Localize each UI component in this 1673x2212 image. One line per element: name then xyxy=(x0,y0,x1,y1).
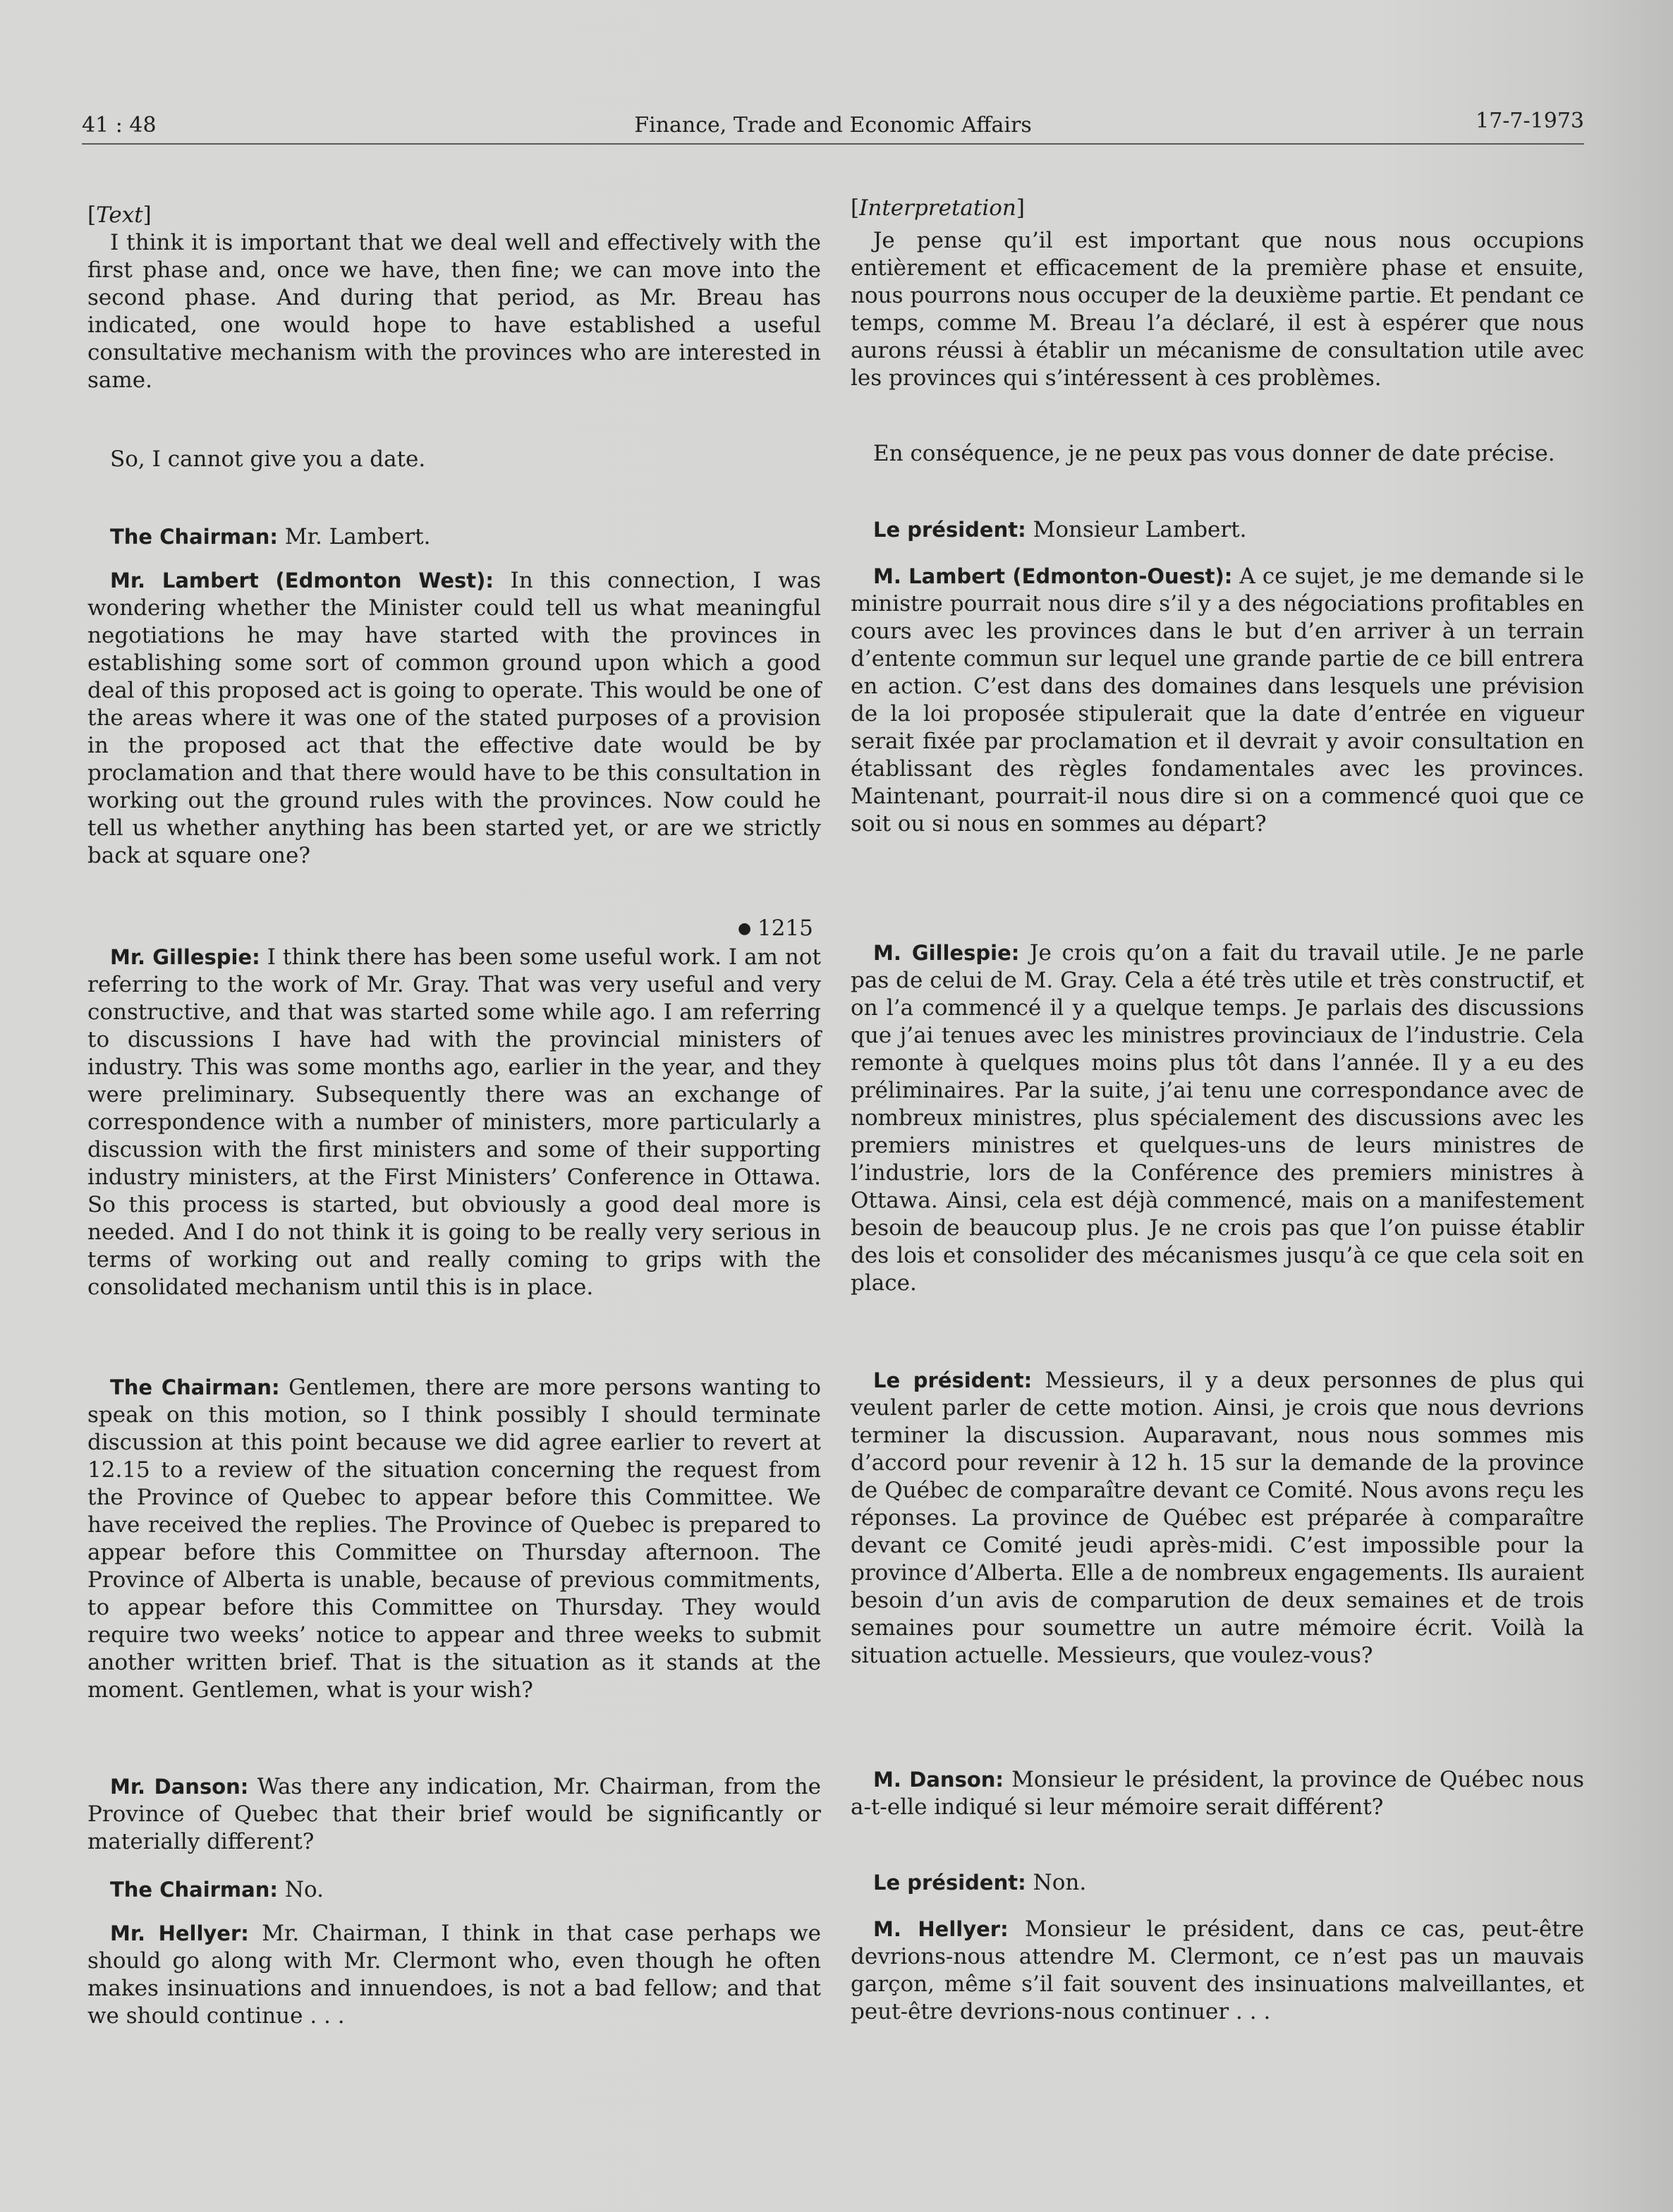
speaker-label: Mr. Danson: xyxy=(110,1775,249,1799)
speaker-label: Mr. Lambert (Edmonton West): xyxy=(110,569,494,592)
english-chairman-2: The Chairman: Gentlemen, there are more persons wanting to speak on this motion, so I think possibly I should terminate discussion at this point because we did agree earlier to revert at 12.15 to a review of the situation concerning the request from the Province of Quebec to appear before this Committee. We have received the replies. The Province of Quebec is prepared to appear before this Committee on Thursday afternoon. The Province of Alberta is unable, because of previous commitments, to appear before this Committee on Thursday. They would require two weeks’ notice to appear and three weeks to submit another written brief. That is the situation as it stands at the moment. Gentlemen, what is your wish? xyxy=(87,1375,821,1703)
time-bullet: ● xyxy=(738,920,752,937)
english-chairman-3: The Chairman: No. xyxy=(110,1877,324,1902)
interpretation-tag: Interpretation xyxy=(859,195,1016,221)
english-gillespie: Mr. Gillespie: I think there has been some useful work. I am not referring to the work of Mr. Gray. That was very useful and very constructive, and that was started some while ago. I am referring to discussions I have had with the provincial ministers of industry. This was some months ago, earlier in the year, and they were preliminary. Subsequently there was an exchange of correspondence with a number of ministers, more particularly a discussion with the first ministers and some of their supporting industry ministers, at the First Ministers’ Conference in Ottawa. So this process is started, but obviously a good deal more is needed. And I do not think it is going to be really very serious in terms of working out and really coming to grips with the consolidated mechanism until this is in place. xyxy=(87,944,821,1300)
english-tag: [Text] xyxy=(87,202,152,228)
english-chairman-1: The Chairman: Mr. Lambert. xyxy=(110,524,431,549)
page-title: Finance, Trade and Economic Affairs xyxy=(634,113,1032,138)
french-president-1: Le président: Monsieur Lambert. xyxy=(873,517,1247,542)
french-p2: En conséquence, je ne peux pas vous donner de date précise. xyxy=(873,441,1555,466)
speaker-label: M. Danson: xyxy=(873,1768,1004,1792)
speaker-label: Le président: xyxy=(873,1368,1033,1392)
speaker-label: M. Gillespie: xyxy=(873,941,1020,965)
french-p1: Je pense qu’il est important que nous nous occupions entièrement et efficacement de la première phase et ensuite, nous pourrons nous occuper de la deuxième partie. Et pendant ce temps, comme M. Breau l’a déclaré, il est à espérer que nous aurons réussi à établir un mécanisme de consultation utile avec les provinces qui s’intéressent à ces problèmes. xyxy=(851,228,1584,391)
french-tag: [Interpretation] xyxy=(851,195,1026,221)
english-p1: I think it is important that we deal well and effectively with the first phase and, once we have, then fine; we can move into the second phase. And during that period, as Mr. Breau has indicated, one would hope to have established a useful consultative mechanism with the provinces who are interested in same. xyxy=(87,230,821,393)
speaker-label: Le président: xyxy=(873,518,1026,542)
speaker-label: The Chairman: xyxy=(110,1375,280,1399)
english-lambert: Mr. Lambert (Edmonton West): In this connection, I was wondering whether the Minister could tell us what meaningful negotiations he may have started with the provinces in establishing some sort of common ground upon which a good deal of this proposed act is going to operate. This would be one of the areas where it was one of the stated purposes of a provision in the proposed act that the effective date would be by proclamation and that there would have to be this consultation in working out the ground rules with the provinces. Now could he tell us whether anything has been started yet, or are we strictly back at square one? xyxy=(87,568,821,868)
english-danson: Mr. Danson: Was there any indication, Mr. Chairman, from the Province of Quebec that their brief would be significantly or materially different? xyxy=(87,1774,821,1854)
header-rule xyxy=(82,143,1584,145)
speaker-label: Mr. Gillespie: xyxy=(110,945,260,969)
french-danson: M. Danson: Monsieur le président, la province de Québec nous a-t-elle indiqué si leur mémoire serait différent? xyxy=(851,1767,1584,1820)
french-president-2: Le président: Messieurs, il y a deux personnes de plus qui veulent parler de cette motion. Ainsi, je crois que nous devrions terminer la discussion. Auparavant, nous nous sommes mis d’accord pour revenir à 12 h. 15 sur la demande de la province de Québec de comparaître devant ce Comité. Nous avons reçu les réponses. La province de Québec est préparée à comparaître devant ce Comité jeudi après-midi. C’est impossible pour la province d’Alberta. Elle a de nombreux engagements. Ils auraient besoin d’un avis de comparution de deux semaines et de trois semaines pour soumettre un autre mémoire écrit. Voilà la situation actuelle. Messieurs, que voulez-vous? xyxy=(851,1368,1584,1668)
english-p2: So, I cannot give you a date. xyxy=(110,446,426,472)
text-tag: Text xyxy=(96,202,143,228)
speaker-label: The Chairman: xyxy=(110,1878,278,1902)
english-hellyer: Mr. Hellyer: Mr. Chairman, I think in that case perhaps we should go along with Mr. Clermont who, even though he often makes insinuations and innuendoes, is not a bad fellow; and that we should continue . . . xyxy=(87,1921,821,2029)
speaker-label: M. Hellyer: xyxy=(873,1917,1009,1941)
french-gillespie: M. Gillespie: Je crois qu’on a fait du travail utile. Je ne parle pas de celui de M. Gray. Cela a été très utile et très constructif, et on l’a commencé il y a quelque temps. Je parlais des discussions que j’ai tenues avec les ministres provinciaux de l’industrie. Cela remonte à quelques moins plus tôt dans l’année. Il y a eu des préliminaires. Par la suite, j’ai tenu une correspondance avec de nombreux ministres, plus spécialement des discussions avec les premiers ministres et quelques-uns de leurs ministres de l’industrie, lors de la Conférence des premiers ministres à Ottawa. Ainsi, cela est déjà commencé, mais on a manifestement besoin de beaucoup plus. Je ne crois pas que l’on puisse établir des lois et consolider des mécanismes jusqu’à ce que cela soit en place. xyxy=(851,940,1584,1296)
speaker-label: The Chairman: xyxy=(110,525,278,549)
speaker-label: M. Lambert (Edmonton-Ouest): xyxy=(873,564,1233,588)
french-lambert: M. Lambert (Edmonton-Ouest): A ce sujet, je me demande si le ministre pourrait nous dire s’il y a des négociations profitables en cours avec les provinces dans le but d’en arriver à un terrain d’entente commun sur lequel une grande partie de ce bill entrera en action. C’est dans des domaines dans lesquels une prévision de la loi proposée stipulerait que la date d’entrée en vigueur serait fixée par proclamation et il devrait y avoir consultation en établissant des règles fondamentales avec les provinces. Maintenant, pourrait-il nous dire si on a commencé quoi que ce soit ou si nous en sommes au départ? xyxy=(851,564,1584,837)
french-hellyer: M. Hellyer: Monsieur le président, dans ce cas, peut-être devrions-nous attendre M. Clermont, ce n’est pas un mauvais garçon, même s’il fait souvent des insinuations malveillantes, et peut-être devrions-nous continuer . . . xyxy=(851,1916,1585,2024)
page-number: 41 : 48 xyxy=(82,113,157,138)
speaker-label: Le président: xyxy=(873,1871,1026,1895)
time-marker: 1215 xyxy=(758,916,813,941)
speaker-label: Mr. Hellyer: xyxy=(110,1921,249,1945)
french-president-3: Le président: Non. xyxy=(873,1870,1087,1895)
page-header xyxy=(82,111,1584,140)
page-date: 17-7-1973 xyxy=(1476,109,1584,133)
